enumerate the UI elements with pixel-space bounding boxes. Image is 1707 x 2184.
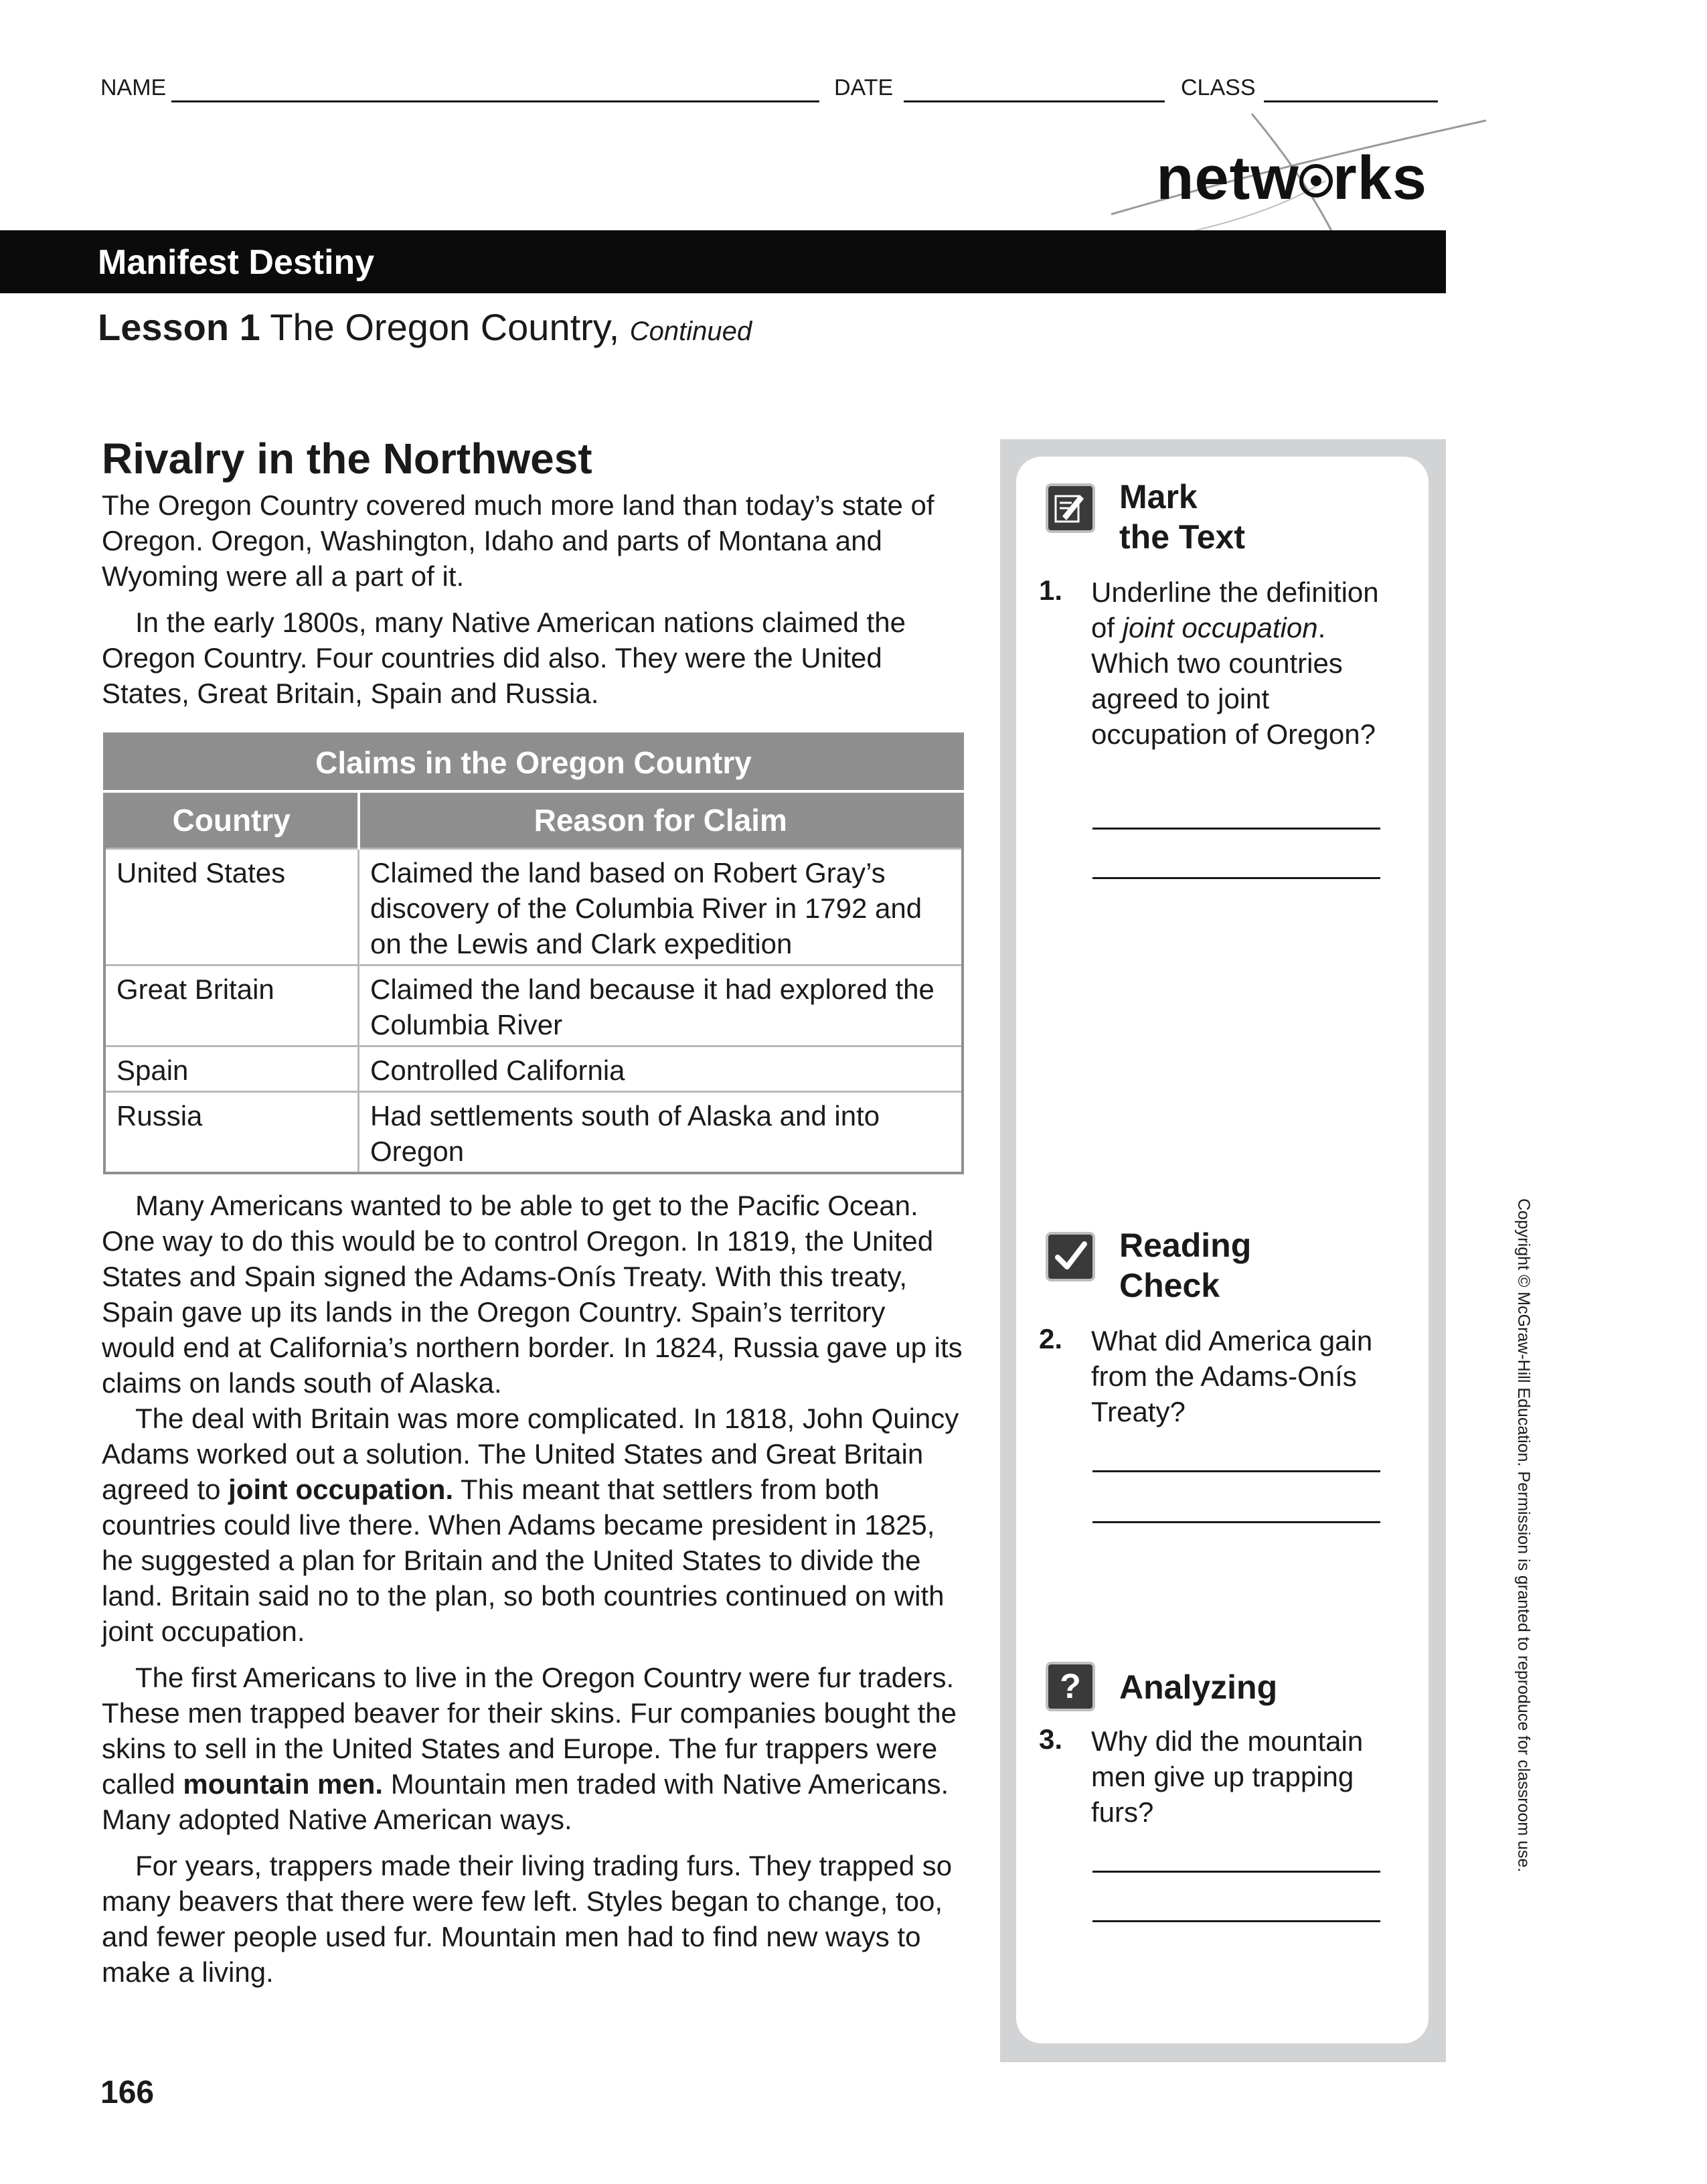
answer-3-line-1[interactable] <box>1092 1871 1380 1873</box>
table-cell-country: Spain <box>104 1046 359 1092</box>
class-label: CLASS <box>1181 75 1256 100</box>
question-2-number: 2. <box>1039 1323 1063 1354</box>
page-number: 166 <box>100 2075 155 2110</box>
lesson-continued: Continued <box>629 317 752 346</box>
reading-check-heading: Reading Check <box>1119 1227 1252 1304</box>
chapter-title: Manifest Destiny <box>98 243 375 282</box>
lesson-title <box>98 305 752 349</box>
table-cell-country: United States <box>104 849 359 965</box>
question-2-text: What did America gain from the Adams-Onís Treaty? <box>1091 1325 1373 1427</box>
table-row <box>104 965 963 1046</box>
paragraph-4: The deal with Britain was more complicated. In 1818, John Quincy Adams worked out a solution. The United States and Great Britain agreed to joint occupation. This meant that settlers from both countries could live there. When Adams became president in 1825, he suggested a plan for Britain and the United States to divide the land. Britain said no to the plan, so both countries continued on with joint occupation. <box>102 1403 959 1647</box>
table-title: Claims in the Oregon Country <box>104 734 963 791</box>
term-joint-occupation: joint occupation. <box>228 1474 454 1505</box>
analyzing-heading: Analyzing <box>1119 1668 1278 1706</box>
term-mountain-men: mountain men. <box>183 1768 384 1800</box>
section-title: Rivalry in the Northwest <box>102 435 592 483</box>
answer-1-line-2[interactable] <box>1092 877 1380 879</box>
mark-text-icon <box>1046 483 1095 533</box>
table-row <box>104 849 963 965</box>
question-3-number: 3. <box>1039 1723 1063 1755</box>
name-field[interactable] <box>171 100 819 102</box>
answer-2-line-2[interactable] <box>1092 1521 1380 1523</box>
networks-logo: netw rks <box>1156 144 1427 212</box>
lesson-name: The Oregon Country, <box>270 306 620 348</box>
answer-3-line-2[interactable] <box>1092 1920 1380 1922</box>
paragraph-5: The first Americans to live in the Oregon Country were fur traders. These men trapped beaver for their skins. Fur companies bought the skins to sell in the United States and Europe. The fur trappers were called mountain men. Mountain men traded with Native Americans. Many adopted Native American ways. <box>102 1662 957 1835</box>
question-mark-icon: ? <box>1046 1662 1095 1711</box>
mark-text-heading: Mark the Text <box>1119 478 1245 556</box>
lesson-number: Lesson 1 <box>98 306 260 348</box>
main-column <box>102 434 965 1990</box>
question-3-text: Why did the mountain men give up trapping furs? <box>1091 1725 1364 1828</box>
paragraph-2: In the early 1800s, many Native American nations claimed the Oregon Country. Four countries did also. They were the United States, Great Britain, Spain and Russia. <box>102 607 906 709</box>
table-cell-reason: Claimed the land because it had explored the Columbia River <box>359 965 963 1046</box>
answer-2-line-1[interactable] <box>1092 1470 1380 1472</box>
table-header-reason: Reason for Claim <box>359 791 963 849</box>
table-cell-country: Great Britain <box>104 965 359 1046</box>
name-label: NAME <box>100 75 167 100</box>
table-cell-reason: Claimed the land based on Robert Gray’s discovery of the Columbia River in 1792 and on the Lewis and Clark expedition <box>359 849 963 965</box>
question-1-text: Underline the definition of joint occupation. Which two countries agreed to joint occupation of Oregon? <box>1091 576 1379 750</box>
copyright-notice: Copyright © McGraw-Hill Education. Permission is granted to reproduce for classroom use. <box>1514 1198 1533 1873</box>
paragraph-1: The Oregon Country covered much more land than today’s state of Oregon. Oregon, Washington, Idaho and parts of Montana and Wyoming were all a part of it. <box>102 489 934 592</box>
table-header-country: Country <box>104 791 359 849</box>
table-cell-country: Russia <box>104 1092 359 1174</box>
table-row <box>104 1046 963 1092</box>
paragraph-6: For years, trappers made their living trading furs. They trapped so many beavers that there were few left. Styles began to change, too, and fewer people used fur. Mountain men had to find new ways to make a living. <box>102 1850 953 1988</box>
logo-o-icon <box>1299 164 1333 198</box>
question-1-number: 1. <box>1039 574 1063 606</box>
table-cell-reason: Had settlements south of Alaska and into Oregon <box>359 1092 963 1174</box>
table-cell-reason: Controlled California <box>359 1046 963 1092</box>
answer-1-line-1[interactable] <box>1092 828 1380 830</box>
paragraph-3: Many Americans wanted to be able to get to the Pacific Ocean. One way to do this would be to control Oregon. In 1819, the United States and Spain signed the Adams-Onís Treaty. With this treaty, Spain gave up its lands in the Oregon Country. Spain’s territory would end at California’s northern border. In 1824, Russia gave up its claims on lands south of Alaska. <box>102 1190 963 1399</box>
checkmark-icon <box>1046 1232 1095 1281</box>
date-label: DATE <box>834 75 894 100</box>
claims-table <box>103 732 964 1174</box>
table-row <box>104 1092 963 1174</box>
chapter-bar <box>0 230 1446 293</box>
